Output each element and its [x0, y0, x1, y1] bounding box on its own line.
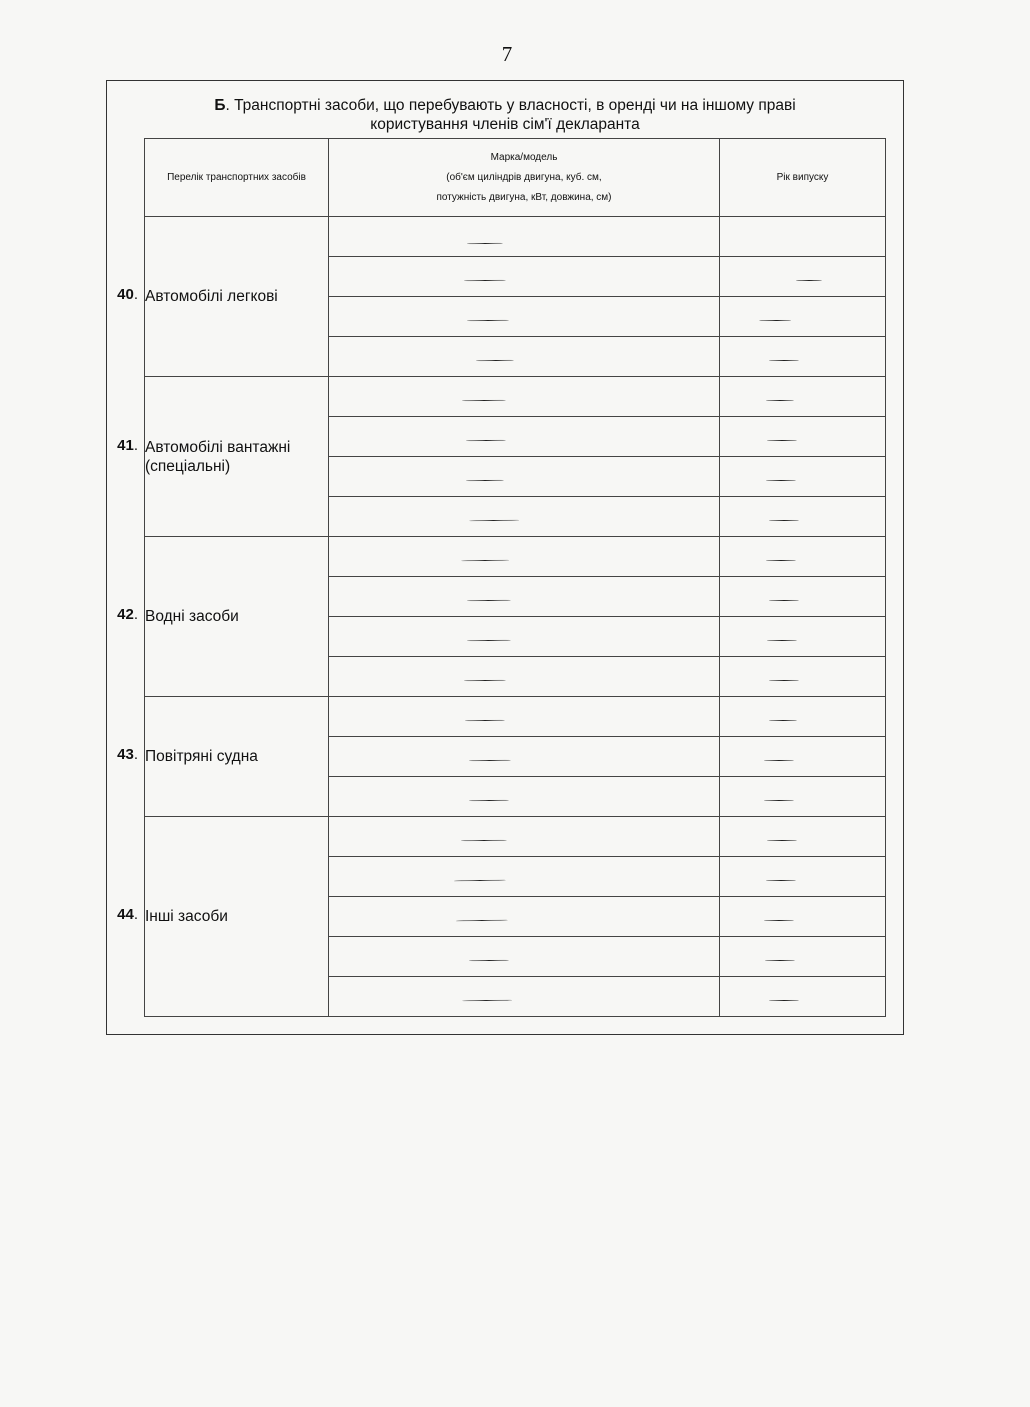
- row-number-dot: .: [133, 746, 138, 763]
- empty-entry-dash: [467, 640, 511, 642]
- year-entry: [720, 537, 886, 577]
- empty-entry-dash: [461, 840, 507, 842]
- section-letter: Б: [214, 97, 226, 114]
- empty-entry-dash: [766, 480, 796, 482]
- row-number-value: 42: [117, 606, 134, 623]
- year-entry: [720, 217, 886, 257]
- empty-entry-dash: [764, 760, 794, 762]
- empty-entry-dash: [764, 920, 794, 922]
- empty-entry-dash: [767, 640, 797, 642]
- category-43: [145, 697, 329, 817]
- empty-entry-dash: [766, 880, 796, 882]
- empty-entry-dash: [769, 680, 799, 682]
- empty-entry-dash: [764, 800, 794, 802]
- year-entry: [720, 657, 886, 697]
- category-42: [145, 537, 329, 697]
- model-entry: [329, 417, 720, 457]
- category-label-line2: (спеціальні): [145, 457, 231, 475]
- section-title-text: . Транспортні засоби, що перебувають у власності, в оренді чи на іншому праві: [225, 97, 796, 114]
- model-entry: [329, 697, 720, 737]
- empty-entry-dash: [767, 440, 797, 442]
- row-number-41: [107, 437, 138, 454]
- section-title-line2: користування членів сім'ї декларанта: [370, 116, 640, 133]
- empty-entry-dash: [467, 243, 503, 245]
- empty-entry-dash: [769, 520, 799, 522]
- empty-entry-dash: [469, 960, 509, 962]
- table-row: [145, 537, 886, 577]
- year-entry: [720, 377, 886, 417]
- empty-entry-dash: [769, 600, 799, 602]
- model-entry: [329, 457, 720, 497]
- empty-entry-dash: [466, 440, 506, 442]
- header-model-line2: (об'єм циліндрів двигуна, куб. см,: [446, 171, 602, 183]
- year-entry: [720, 297, 886, 337]
- year-entry: [720, 497, 886, 537]
- model-entry: [329, 777, 720, 817]
- year-entry: [720, 737, 886, 777]
- vehicles-table: [144, 138, 886, 1017]
- empty-entry-dash: [467, 600, 511, 602]
- empty-entry-dash: [465, 720, 505, 722]
- row-number-dot: .: [133, 606, 138, 623]
- empty-entry-dash: [464, 280, 506, 282]
- empty-entry-dash: [462, 1000, 512, 1002]
- row-number-dot: .: [133, 286, 138, 303]
- header-list: Перелік транспортних засобів: [145, 139, 329, 217]
- empty-entry-dash: [766, 400, 794, 401]
- model-entry: [329, 577, 720, 617]
- empty-entry-dash: [466, 480, 504, 482]
- model-entry: [329, 537, 720, 577]
- model-entry: [329, 217, 720, 257]
- year-entry: [720, 857, 886, 897]
- model-entry: [329, 297, 720, 337]
- empty-entry-dash: [469, 760, 511, 762]
- row-number-40: [107, 286, 138, 303]
- year-entry: [720, 457, 886, 497]
- empty-entry-dash: [456, 920, 508, 922]
- row-number-43: [107, 746, 138, 763]
- table-row: [145, 697, 886, 737]
- empty-entry-dash: [469, 520, 519, 522]
- page-number: 7: [501, 42, 513, 66]
- model-entry: [329, 337, 720, 377]
- year-entry: [720, 777, 886, 817]
- category-44: [145, 817, 329, 1017]
- row-number-value: 44: [117, 906, 134, 923]
- header-model-line1: Марка/модель: [490, 151, 558, 163]
- category-label: Інші засоби: [145, 908, 228, 925]
- year-entry: [720, 617, 886, 657]
- year-entry: [720, 577, 886, 617]
- empty-entry-dash: [767, 840, 797, 842]
- row-number-value: 40: [117, 286, 134, 303]
- section-b-frame: [106, 80, 904, 1035]
- empty-entry-dash: [467, 320, 509, 322]
- empty-entry-dash: [469, 800, 509, 802]
- row-number-value: 43: [117, 746, 134, 763]
- empty-entry-dash: [766, 560, 796, 562]
- table-row: [145, 817, 886, 857]
- model-entry: [329, 937, 720, 977]
- empty-entry-dash: [769, 360, 799, 362]
- year-entry: [720, 937, 886, 977]
- empty-entry-dash: [765, 960, 795, 962]
- year-entry: [720, 697, 886, 737]
- table-row: [145, 377, 886, 417]
- model-entry: [329, 977, 720, 1017]
- model-entry: [329, 817, 720, 857]
- row-number-42: [107, 606, 138, 623]
- empty-entry-dash: [454, 880, 506, 882]
- category-40: [145, 217, 329, 377]
- row-number-44: [107, 906, 138, 923]
- year-entry: [720, 417, 886, 457]
- header-model: [329, 139, 720, 217]
- empty-entry-dash: [462, 400, 506, 402]
- empty-entry-dash: [796, 280, 822, 281]
- year-entry: [720, 897, 886, 937]
- year-entry: [720, 977, 886, 1017]
- model-entry: [329, 657, 720, 697]
- category-label: Повітряні судна: [145, 748, 258, 765]
- header-model-line3: потужність двигуна, кВт, довжина, см): [436, 191, 612, 203]
- empty-entry-dash: [769, 1000, 799, 1002]
- model-entry: [329, 257, 720, 297]
- empty-entry-dash: [461, 560, 509, 562]
- empty-entry-dash: [759, 320, 791, 322]
- model-entry: [329, 617, 720, 657]
- category-label: Автомобілі легкові: [145, 288, 278, 305]
- year-entry: [720, 817, 886, 857]
- category-label-line1: Автомобілі вантажні: [145, 438, 291, 456]
- year-entry: [720, 337, 886, 377]
- model-entry: [329, 897, 720, 937]
- row-number-value: 41: [117, 437, 134, 454]
- row-number-dot: .: [133, 906, 138, 923]
- model-entry: [329, 497, 720, 537]
- year-entry: [720, 257, 886, 297]
- empty-entry-dash: [464, 680, 506, 682]
- model-entry: [329, 857, 720, 897]
- header-year: Рік випуску: [720, 139, 886, 217]
- empty-entry-dash: [476, 360, 514, 362]
- model-entry: [329, 737, 720, 777]
- category-41: [145, 377, 329, 537]
- category-label: Водні засоби: [145, 608, 239, 625]
- row-number-dot: .: [133, 437, 138, 454]
- empty-entry-dash: [769, 720, 797, 721]
- model-entry: [329, 377, 720, 417]
- section-title: [107, 96, 903, 134]
- table-row: [145, 217, 886, 257]
